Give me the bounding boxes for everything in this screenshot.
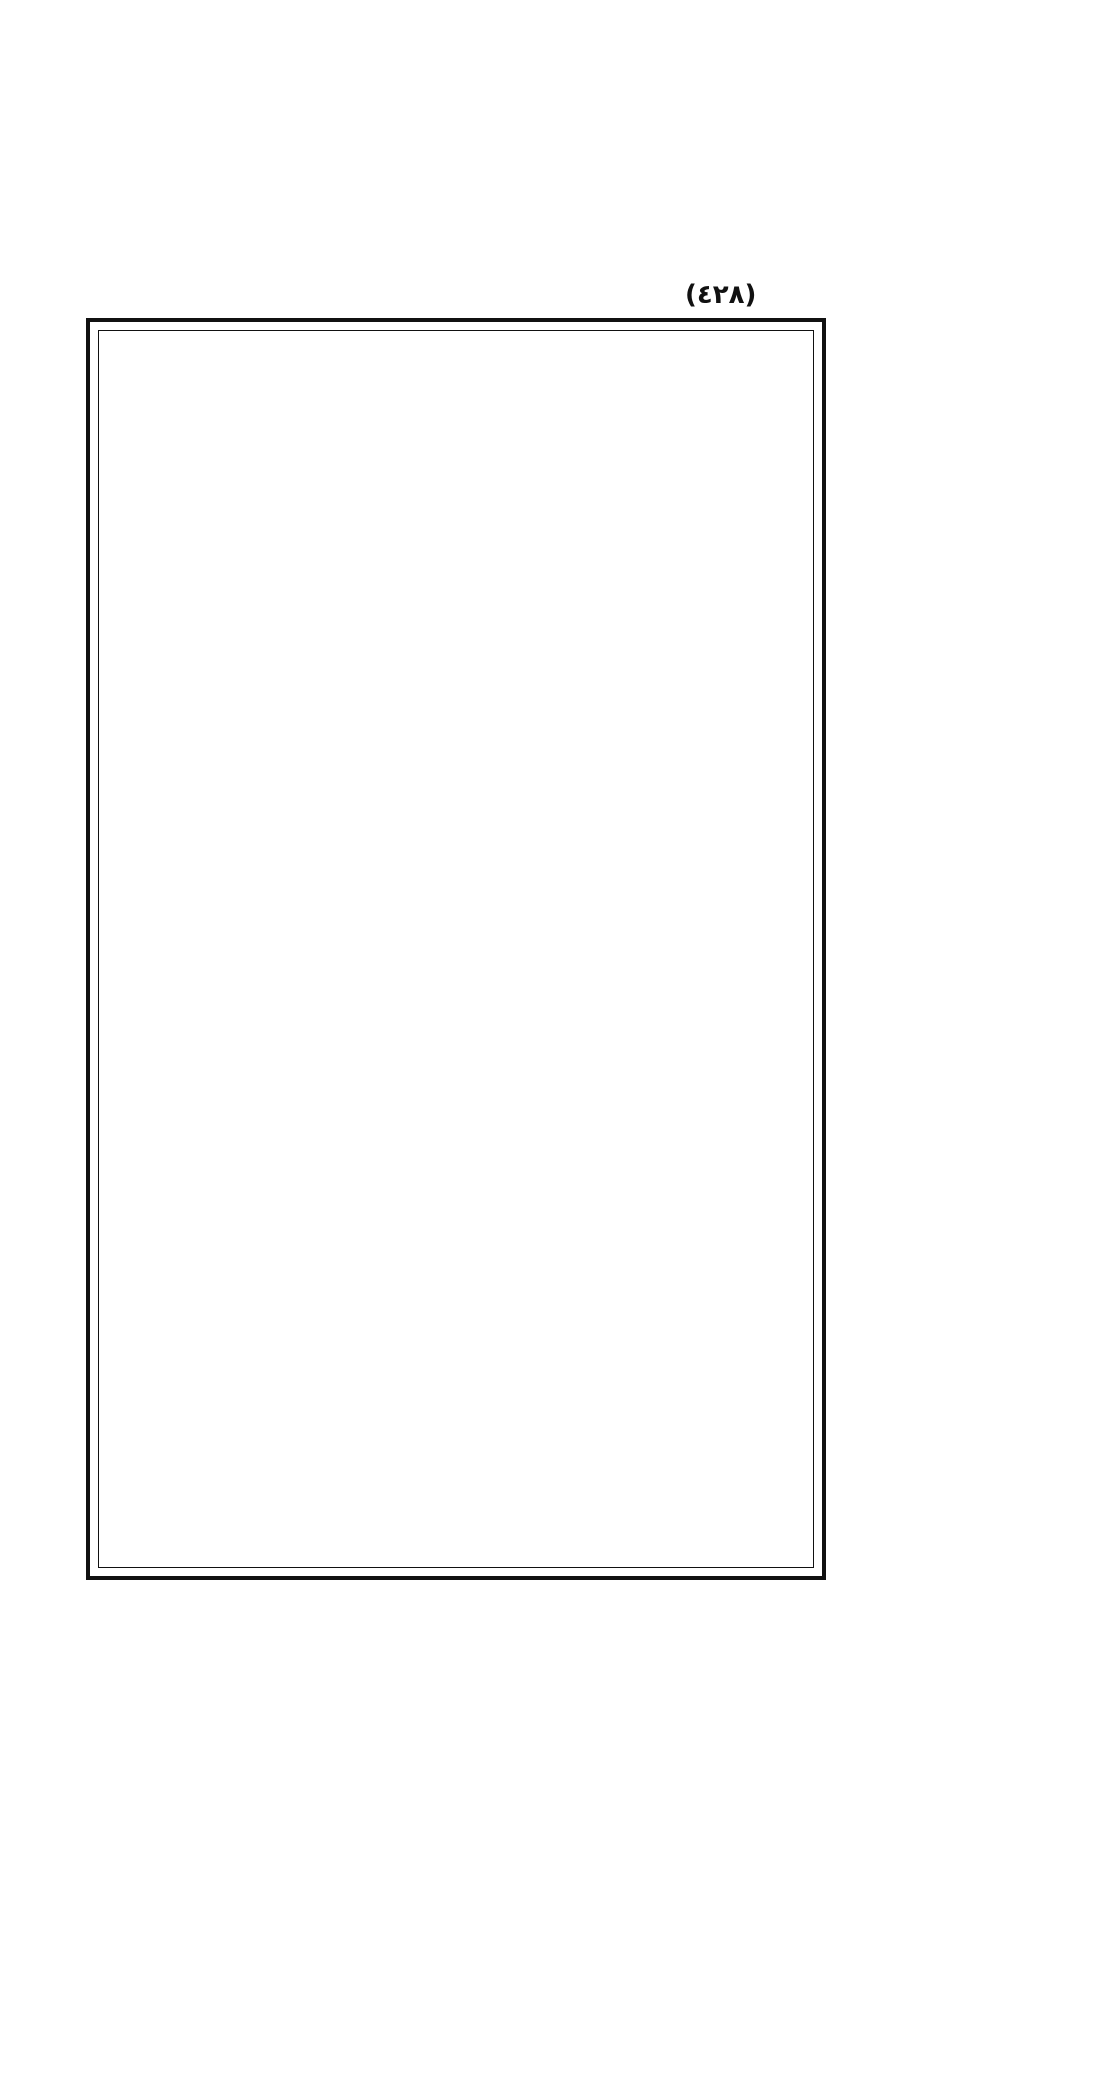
main-text bbox=[112, 340, 792, 2077]
main-text-line bbox=[112, 1824, 792, 1860]
side-column-line bbox=[838, 1006, 1020, 1042]
main-text-line bbox=[112, 1570, 792, 1606]
side-column-line bbox=[838, 499, 1020, 535]
side-column-line bbox=[838, 969, 1020, 1005]
main-text-line bbox=[112, 738, 792, 774]
main-text-line bbox=[112, 340, 792, 376]
side-column-line bbox=[838, 752, 1020, 788]
bottom-commentary bbox=[88, 1318, 1020, 1546]
main-text-line bbox=[112, 1788, 792, 1824]
main-text-line bbox=[112, 1751, 792, 1787]
main-text-line bbox=[112, 1209, 792, 1245]
main-text-line bbox=[112, 883, 792, 919]
side-column-line bbox=[838, 571, 1020, 607]
side-column-line bbox=[838, 644, 1020, 680]
side-column-line bbox=[838, 788, 1020, 824]
side-column-line bbox=[838, 716, 1020, 752]
side-column-line bbox=[838, 1802, 1020, 1838]
main-text-line bbox=[112, 2005, 792, 2041]
page-number: (٤٢٨) bbox=[685, 280, 757, 310]
main-text-line bbox=[112, 485, 792, 521]
side-column-line bbox=[838, 1548, 1020, 1584]
main-text-line bbox=[112, 376, 792, 412]
side-column-line bbox=[838, 1259, 1020, 1295]
main-text-line bbox=[112, 919, 792, 955]
main-text-line bbox=[112, 1968, 792, 2004]
side-column-line bbox=[838, 1585, 1020, 1621]
commentary-line bbox=[88, 1356, 1020, 1394]
side-column-line bbox=[838, 1657, 1020, 1693]
side-column-line bbox=[838, 1983, 1020, 2019]
side-column-line bbox=[838, 1874, 1020, 1910]
main-text-line bbox=[112, 810, 792, 846]
side-column-text bbox=[838, 318, 1020, 2055]
main-text-line bbox=[112, 521, 792, 557]
side-column-line bbox=[838, 825, 1020, 861]
side-column-line bbox=[838, 1766, 1020, 1802]
commentary-line bbox=[88, 1394, 1020, 1432]
commentary-line bbox=[88, 1318, 1020, 1356]
commentary-line bbox=[88, 1470, 1020, 1508]
side-column-line bbox=[838, 1946, 1020, 1982]
side-column-line bbox=[838, 1150, 1020, 1186]
side-column-line bbox=[838, 861, 1020, 897]
side-column-line bbox=[838, 933, 1020, 969]
main-text-line bbox=[112, 991, 792, 1027]
main-text-line bbox=[112, 1064, 792, 1100]
commentary-line bbox=[100, 180, 1020, 210]
commentary-line bbox=[88, 1508, 1020, 1546]
top-commentary bbox=[100, 120, 1020, 300]
main-text-line bbox=[112, 1715, 792, 1751]
main-text-line bbox=[112, 1643, 792, 1679]
commentary-line bbox=[100, 150, 1020, 180]
commentary-line bbox=[100, 240, 1020, 270]
side-column-line bbox=[838, 427, 1020, 463]
side-column-line bbox=[838, 1042, 1020, 1078]
side-column-line bbox=[838, 318, 1020, 354]
main-text-line bbox=[112, 1607, 792, 1643]
main-text-line bbox=[112, 1136, 792, 1172]
main-text-line bbox=[112, 955, 792, 991]
side-column-line bbox=[838, 1621, 1020, 1657]
side-column-line bbox=[838, 1223, 1020, 1259]
side-column-line bbox=[838, 354, 1020, 390]
page-number-line bbox=[100, 280, 1020, 314]
main-text-line bbox=[112, 630, 792, 666]
side-column-line bbox=[838, 1729, 1020, 1765]
side-column-line bbox=[838, 1078, 1020, 1114]
side-column-line bbox=[838, 1693, 1020, 1729]
commentary-line bbox=[100, 120, 1020, 150]
main-text-line bbox=[112, 847, 792, 883]
side-column-line bbox=[838, 1910, 1020, 1946]
main-text-line bbox=[112, 666, 792, 702]
main-text-line bbox=[112, 557, 792, 593]
main-text-line bbox=[112, 1860, 792, 1896]
main-text-line bbox=[112, 2041, 792, 2077]
side-column-line bbox=[838, 463, 1020, 499]
side-column-line bbox=[838, 608, 1020, 644]
commentary-line bbox=[88, 1432, 1020, 1470]
main-text-line bbox=[112, 449, 792, 485]
main-text-line bbox=[112, 1679, 792, 1715]
main-text-line bbox=[112, 412, 792, 448]
side-column-line bbox=[838, 535, 1020, 571]
main-text-line bbox=[112, 1281, 792, 1317]
commentary-line bbox=[100, 210, 1020, 240]
side-column-line bbox=[838, 1114, 1020, 1150]
side-column-line bbox=[838, 1838, 1020, 1874]
main-text-line bbox=[112, 1028, 792, 1064]
main-text-line bbox=[112, 1896, 792, 1932]
main-text-line bbox=[112, 702, 792, 738]
side-column-line bbox=[838, 390, 1020, 426]
side-column-line bbox=[838, 680, 1020, 716]
side-column-line bbox=[838, 897, 1020, 933]
side-column-line bbox=[838, 1187, 1020, 1223]
main-text-line bbox=[112, 1172, 792, 1208]
main-text-line bbox=[112, 774, 792, 810]
main-text-line bbox=[112, 1932, 792, 1968]
side-column-line bbox=[838, 2019, 1020, 2055]
main-text-line bbox=[112, 1100, 792, 1136]
main-text-line bbox=[112, 1245, 792, 1281]
main-text-line bbox=[112, 593, 792, 629]
